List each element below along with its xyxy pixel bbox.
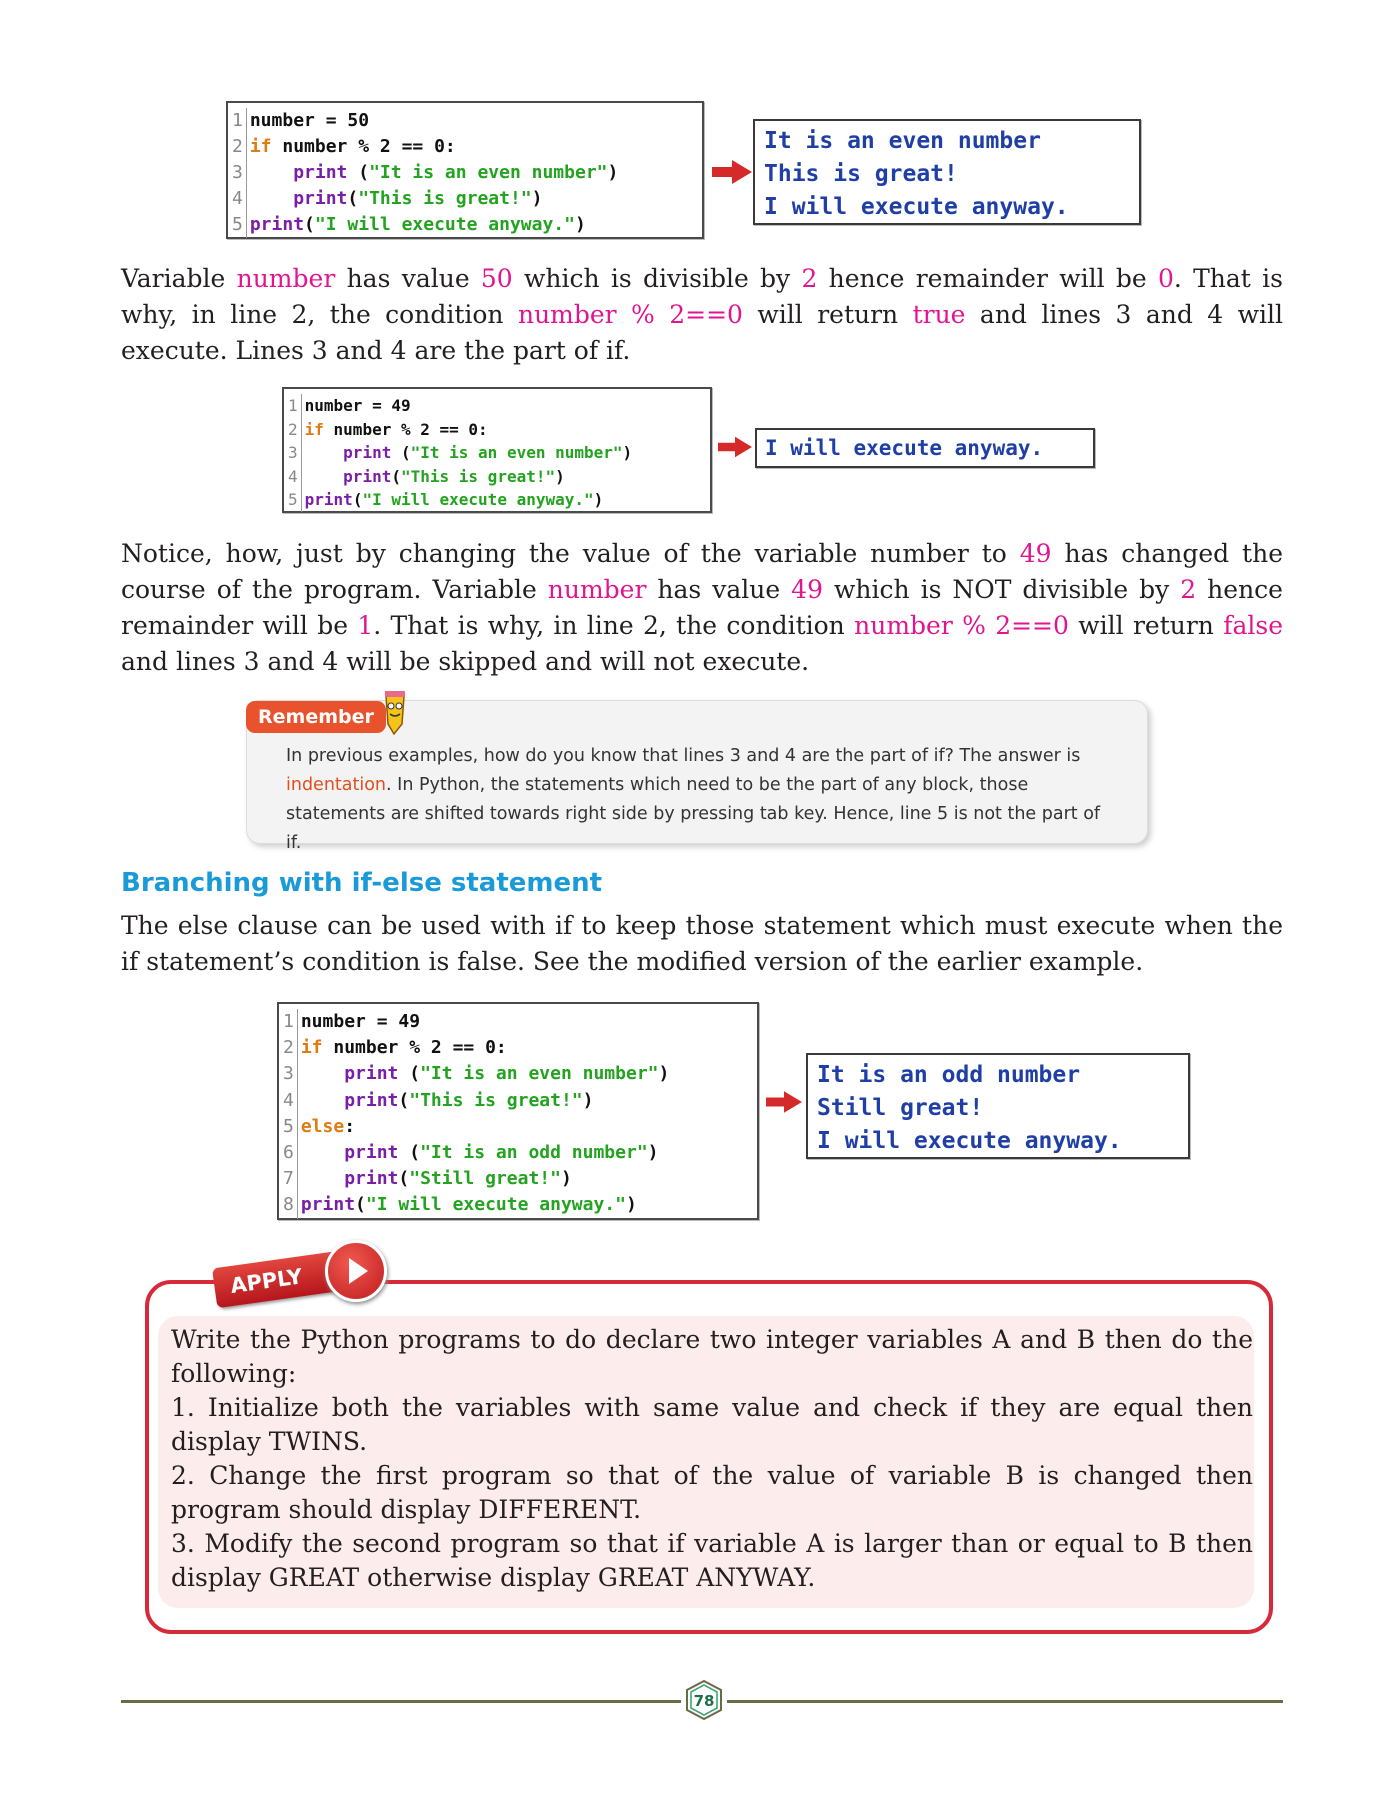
- code-line: 3 print ( "It is an even number" ): [232, 160, 698, 186]
- code-line: 4 print ( "This is great!" ): [283, 1088, 753, 1114]
- highlight-term: number % 2==0: [854, 611, 1069, 640]
- arrow-icon: [718, 436, 752, 458]
- line-number: 3: [288, 441, 302, 465]
- code-line: 5 else :: [283, 1114, 753, 1140]
- highlight-term: false: [1223, 611, 1284, 640]
- highlight-term: 2: [801, 264, 818, 293]
- code-line: 2 if number % 2 == 0:: [283, 1035, 753, 1061]
- line-number: 5: [232, 212, 247, 238]
- arrow-icon: [766, 1091, 802, 1113]
- code-line: 8 print ( "I will execute anyway." ): [283, 1192, 753, 1218]
- line-number: 2: [288, 418, 302, 442]
- section-heading: Branching with if-else statement: [121, 868, 603, 898]
- output-box-1: [753, 119, 1141, 225]
- output-box-2: [755, 428, 1095, 468]
- highlight-term: 2: [1180, 575, 1197, 604]
- apply-line: 1. Initialize both the variables with same value and check if they are equal then display TWINS.: [171, 1393, 1253, 1456]
- code-line: 5 print ( "I will execute anyway." ): [288, 488, 706, 512]
- pencil-mascot-icon: [372, 688, 416, 736]
- output-line: I will execute anyway.: [765, 436, 1044, 460]
- output-line: I will execute anyway.: [764, 194, 1069, 220]
- output-line: It is an odd number: [817, 1062, 1081, 1088]
- page-number-badge: [684, 1680, 724, 1720]
- line-number: 5: [288, 488, 302, 512]
- code-line: 4 print ( "This is great!" ): [288, 465, 706, 489]
- highlight-term: 0: [1157, 264, 1174, 293]
- code-line: 3 print ( "It is an even number" ): [288, 441, 706, 465]
- line-number: 1: [283, 1009, 298, 1035]
- line-number: 7: [283, 1166, 298, 1192]
- line-number: 4: [283, 1088, 298, 1114]
- code-line: 6 print ( "It is an odd number" ): [283, 1140, 753, 1166]
- code-line: 1 number = 49: [283, 1009, 753, 1035]
- apply-line: 3. Modify the second program so that if variable A is larger than or equal to B then display GREAT otherwise display GREAT ANYWAY.: [171, 1529, 1253, 1592]
- line-number: 3: [283, 1061, 298, 1087]
- output-line: Still great!: [817, 1095, 984, 1121]
- output-line: It is an even number: [764, 128, 1041, 154]
- line-number: 4: [288, 465, 302, 489]
- code-line: 1 number = 49: [288, 394, 706, 418]
- highlight-term: number: [236, 264, 336, 293]
- code-line: 2 if number % 2 == 0:: [288, 418, 706, 442]
- page-number: 78: [693, 1692, 715, 1710]
- line-number: 1: [232, 108, 247, 134]
- footer-line-left: [121, 1700, 681, 1703]
- code-line: 5 print ( "I will execute anyway." ): [232, 212, 698, 238]
- section-intro: The else clause can be used with if to keep those statement which must execute when the if statement’s condition is false. See the modified version of the earlier example.: [121, 911, 1283, 976]
- apply-line: 2. Change the first program so that of the value of variable B is changed then program should display DIFFERENT.: [171, 1461, 1253, 1524]
- footer-line-right: [727, 1700, 1283, 1703]
- apply-text: [171, 1323, 1253, 1595]
- code-box-3: [277, 1002, 759, 1220]
- remember-text: In previous examples, how do you know that lines 3 and 4 are the part of if? The answer is indentation. In Python, the statements which need to be the part of any block, those statements are shifted towards right side by pressing tab key. Hence, line 5 is not the part of if.: [286, 746, 1101, 853]
- code-line: 4 print ( "This is great!" ): [232, 186, 698, 212]
- line-number: 2: [232, 134, 247, 160]
- code-box-2: [282, 387, 712, 513]
- output-line: This is great!: [764, 161, 958, 187]
- apply-line: Write the Python programs to do declare two integer variables A and B then do the following:: [171, 1325, 1253, 1388]
- line-number: 8: [283, 1192, 298, 1218]
- line-number: 4: [232, 186, 247, 212]
- highlight-term: 1: [357, 611, 374, 640]
- remember-highlight: indentation: [286, 775, 387, 795]
- highlight-term: 49: [791, 575, 823, 604]
- code-line: 3 print ( "It is an even number" ): [283, 1061, 753, 1087]
- code-line: 2 if number % 2 == 0:: [232, 134, 698, 160]
- output-line: I will execute anyway.: [817, 1128, 1122, 1154]
- paragraph-1: Variable number has value 50 which is divisible by 2 hence remainder will be 0. That is why, in line 2, the condition number % 2==0 will return true and lines 3 and 4 will execute. Lines 3 and 4 are the part of if.: [121, 264, 1283, 365]
- code-box-1: [226, 101, 704, 239]
- line-number: 3: [232, 160, 247, 186]
- highlight-term: number % 2==0: [517, 300, 743, 329]
- line-number: 2: [283, 1035, 298, 1061]
- code-line: 1 number = 50: [232, 108, 698, 134]
- remember-label: Remember: [246, 701, 386, 733]
- code-line: 7 print ( "Still great!" ): [283, 1166, 753, 1192]
- highlight-term: 50: [480, 264, 513, 293]
- line-number: 5: [283, 1114, 298, 1140]
- apply-label: APPLY: [212, 1248, 366, 1308]
- arrow-icon: [712, 160, 752, 184]
- highlight-term: 49: [1019, 539, 1052, 568]
- play-icon: [325, 1240, 387, 1302]
- paragraph-2: Notice, how, just by changing the value of the variable number to 49 has changed the course of the program. Variable number has value 49 which is NOT divisible by 2 hence remainder will be 1. That is why, in line 2, the condition number % 2==0 will return false and lines 3 and 4 will be skipped and will not execute.: [121, 539, 1284, 676]
- highlight-term: number: [547, 575, 647, 604]
- line-number: 6: [283, 1140, 298, 1166]
- line-number: 1: [288, 394, 302, 418]
- output-box-3: [806, 1053, 1190, 1159]
- highlight-term: true: [912, 300, 966, 329]
